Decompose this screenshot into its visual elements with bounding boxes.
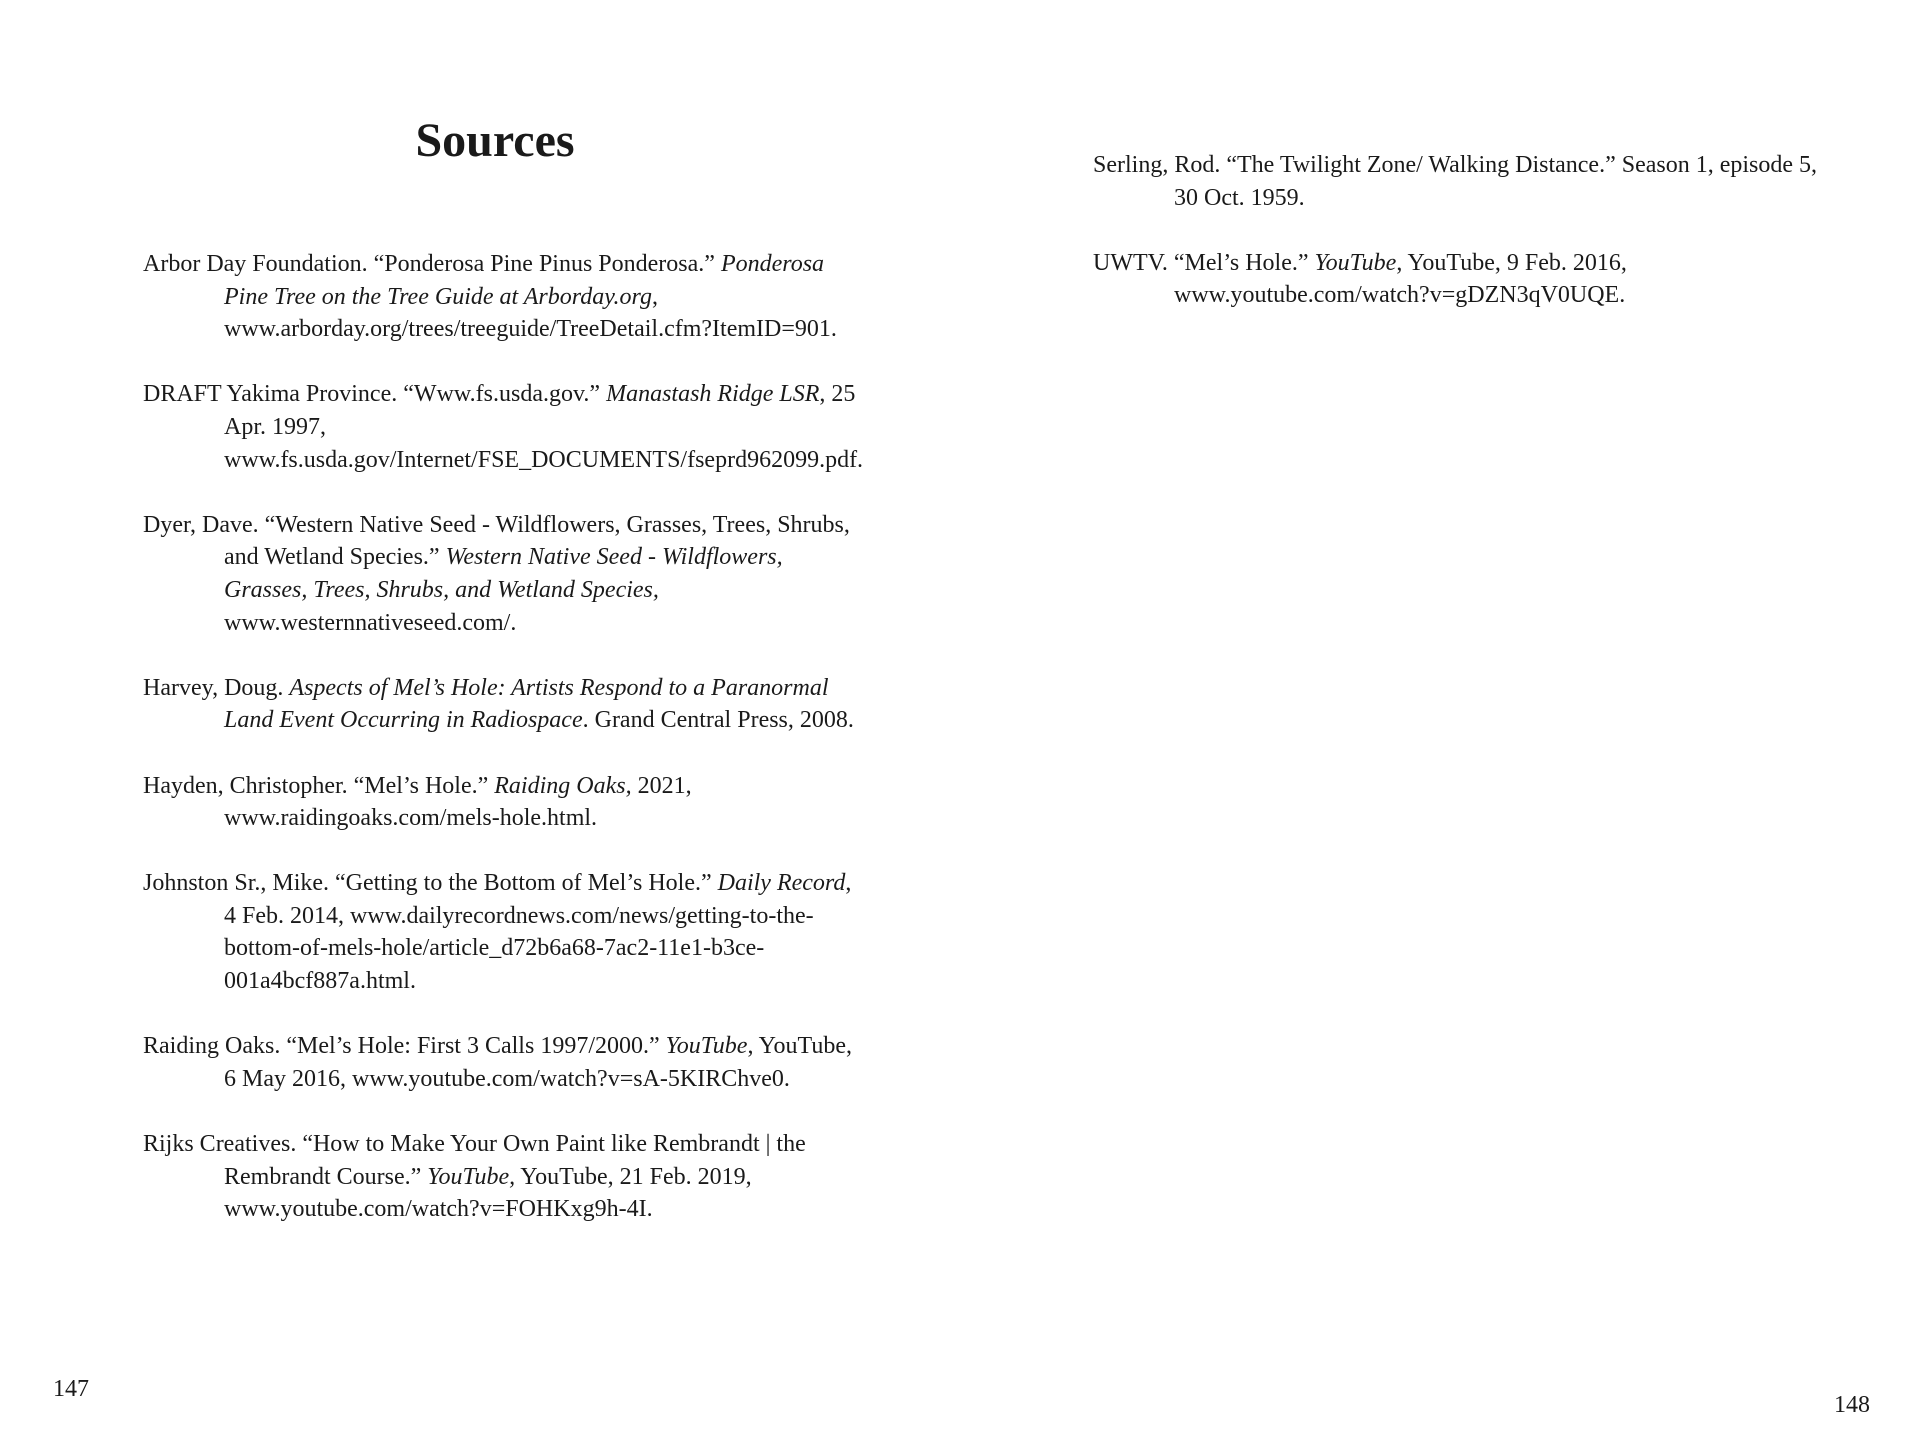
right-page bbox=[960, 0, 1920, 1440]
source-entry-arbor-day: Arbor Day Foundation. “Ponderosa Pine Pinus Ponderosa.” Ponderosa Pine Tree on the Tree Guide at Arborday.org, www.arborday.org/trees/treeguide/TreeDetail.cfm?ItemID=901. bbox=[143, 251, 837, 343]
source-entry-hayden: Hayden, Christopher. “Mel’s Hole.” Raiding Oaks, 2021, www.raidingoaks.com/mels-hole.html. bbox=[143, 772, 692, 832]
source-entry-yakima-province: DRAFT Yakima Province. “Www.fs.usda.gov.” Manastash Ridge LSR, 25 Apr. 1997, www.fs.usda.gov/Internet/FSE_DOCUMENTS/fseprd962099.pdf. bbox=[143, 381, 864, 473]
source-entry-rijks: Rijks Creatives. “How to Make Your Own Paint like Rembrandt | the Rembrandt Course.” YouTube, YouTube, 21 Feb. 2019, www.youtube.com/watch?v=FOHKxg9h-4I. bbox=[143, 1131, 806, 1223]
source-entry-raiding-oaks: Raiding Oaks. “Mel’s Hole: First 3 Calls 1997/2000.” YouTube, YouTube, 6 May 2016, www.youtube.com/watch?v=sA-5KIRChve0. bbox=[143, 1033, 852, 1092]
page-title: Sources bbox=[415, 114, 575, 167]
sources-list bbox=[143, 248, 863, 1258]
source-entry-johnston: Johnston Sr., Mike. “Getting to the Bottom of Mel’s Hole.” Daily Record, 4 Feb. 2014, www.dailyrecordnews.com/news/getting-to-the-bottom-of-mels-hole/article_d72b6a68-7ac2-11e1-b3ce-001a4bcf887a.html. bbox=[143, 870, 852, 995]
source-entry-harvey: Harvey, Doug. Aspects of Mel’s Hole: Artists Respond to a Paranormal Land Event Occurring in Radiospace. Grand Central Press, 2008. bbox=[143, 674, 854, 734]
page-number-left: 147 bbox=[53, 1376, 89, 1402]
source-entry-uwtv: UWTV. “Mel’s Hole.” YouTube, YouTube, 9 Feb. 2016, www.youtube.com/watch?v=gDZN3qV0UQE. bbox=[1093, 249, 1627, 309]
source-entry-dyer: Dyer, Dave. “Western Native Seed - Wildflowers, Grasses, Trees, Shrubs, and Wetland Species.” Western Native Seed - Wildflowers, Grasses, Trees, Shrubs, and Wetland Species, www.westernnativeseed.com/. bbox=[143, 511, 850, 636]
sources-list-continued bbox=[1093, 149, 1833, 345]
page-number-right: 148 bbox=[1834, 1392, 1870, 1418]
source-entry-serling: Serling, Rod. “The Twilight Zone/ Walking Distance.” Season 1, episode 5, 30 Oct. 1959. bbox=[1093, 152, 1818, 211]
